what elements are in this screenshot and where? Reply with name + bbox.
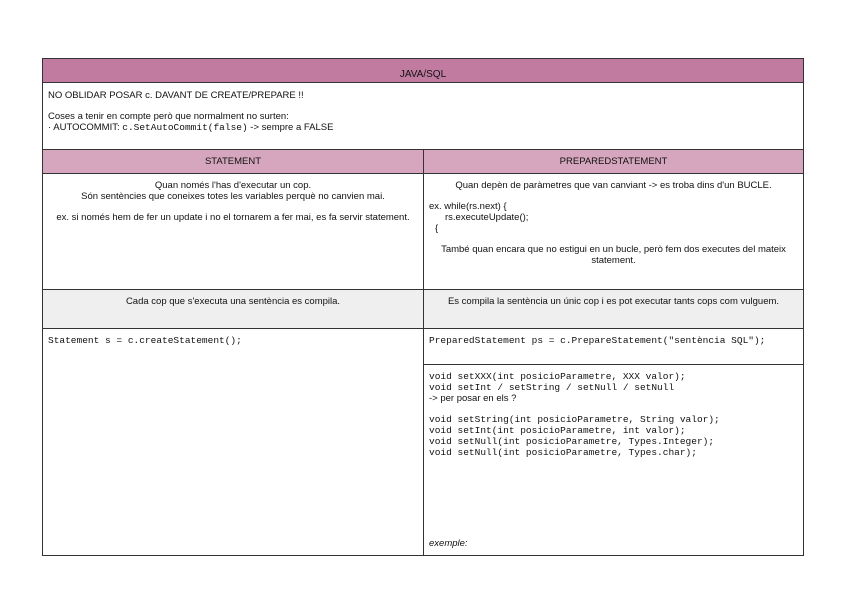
compile-preparedstatement: Es compila la sentència un únic cop i es pot executar tants cops com vulguem.	[447, 296, 780, 307]
usage-row	[43, 173, 803, 289]
usage-statement-line2: Són sentències que coneixes totes les variables perquè no canvien mai.	[81, 191, 385, 202]
method-setstring: void setString(int posicioParametre, String valor);	[429, 414, 720, 425]
autocommit-suffix: -> sempre a FALSE	[247, 122, 334, 133]
create-statement-code: Statement s = c.createStatement();	[48, 335, 242, 346]
example-label: exemple:	[429, 538, 468, 549]
usage-prepared-line2: També quan encara que no estigui en un bucle, però fem dos executes del mateix statement.	[441, 244, 786, 266]
notes-cell	[43, 83, 803, 149]
notes-row	[43, 82, 803, 149]
method-generic-1: void setXXX(int posicioParametre, XXX valor);	[429, 371, 686, 382]
compile-statement: Cada cop que s'executa una sentència es compila.	[43, 290, 424, 328]
create-prepared-code: PreparedStatement ps = c.PrepareStatement("sentència SQL");	[429, 335, 766, 346]
notes-warning: NO OBLIDAR POSAR c. DAVANT DE CREATE/PREPARE !!	[48, 90, 304, 101]
header-statement: STATEMENT	[43, 150, 424, 173]
usage-prepared-ex2: rs.executeUpdate();	[445, 212, 529, 223]
header-row	[43, 149, 803, 173]
table-title: JAVA/SQL	[43, 59, 803, 82]
code-prepared-column	[424, 329, 803, 555]
usage-preparedstatement	[424, 174, 803, 289]
method-setint: void setInt(int posicioParametre, int valor);	[429, 425, 686, 436]
compile-row	[43, 289, 803, 328]
header-preparedstatement: PREPAREDSTATEMENT	[424, 150, 803, 173]
usage-statement	[43, 174, 424, 289]
code-statement	[43, 329, 424, 555]
method-generic-note: -> per posar en els ?	[429, 393, 517, 404]
title-row	[43, 59, 803, 82]
notes-autocommit	[48, 122, 798, 133]
create-prepared-cell	[424, 329, 803, 365]
methods-cell	[424, 365, 803, 555]
method-generic-2: void setInt / setString / setNull / setNull	[429, 382, 675, 393]
method-setnull-char: void setNull(int posicioParametre, Types.char);	[429, 447, 697, 458]
usage-prepared-ex3: {	[435, 223, 439, 234]
notes-intro: Coses a tenir en compte però que normalment no surten:	[48, 111, 289, 122]
usage-prepared-ex1: ex. while(rs.next) {	[429, 201, 507, 212]
autocommit-code: c.SetAutoCommit(false)	[122, 122, 248, 133]
usage-statement-line1: Quan només l'has d'executar un cop.	[154, 180, 312, 191]
java-sql-table	[42, 58, 804, 556]
method-setnull-integer: void setNull(int posicioParametre, Types.Integer);	[429, 436, 715, 447]
code-row	[43, 328, 803, 555]
usage-prepared-line1: Quan depèn de paràmetres que van canviant -> es troba dins d'un BUCLE.	[455, 180, 772, 191]
autocommit-prefix: · AUTOCOMMIT:	[48, 122, 123, 133]
usage-statement-line3: ex. si només hem de fer un update i no el tornarem a fer mai, es fa servir statement.	[56, 212, 410, 223]
